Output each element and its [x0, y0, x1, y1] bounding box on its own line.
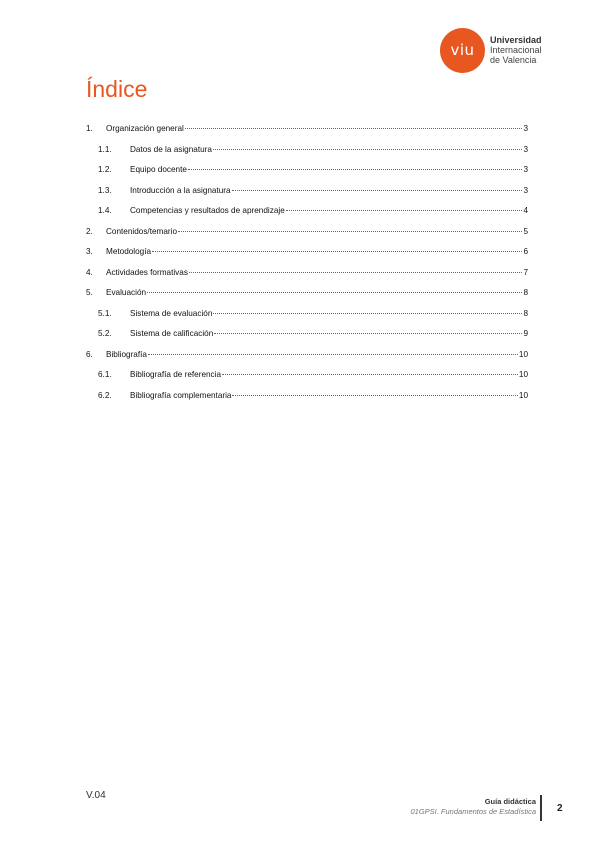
- toc-number: 5.1.: [98, 308, 112, 318]
- toc-number: 6.1.: [98, 370, 112, 379]
- toc-label: Actividades formativas: [106, 267, 188, 277]
- logo-line-3: de Valencia: [490, 55, 537, 65]
- toc-page: 10: [518, 370, 528, 379]
- toc-label: Bibliografía complementaria: [130, 390, 232, 400]
- table-of-contents: [86, 124, 528, 411]
- toc-number: 5.: [86, 288, 93, 297]
- toc-page: 4: [523, 206, 528, 215]
- toc-number: 1.: [86, 124, 93, 133]
- toc-page: 9: [523, 329, 528, 338]
- toc-label: Datos de la asignatura: [130, 144, 212, 154]
- toc-entry[interactable]: [86, 124, 528, 145]
- toc-leader: [213, 149, 523, 150]
- toc-leader: [213, 313, 522, 314]
- toc-leader: [189, 272, 523, 273]
- toc-entry[interactable]: [86, 186, 528, 207]
- toc-leader: [232, 190, 523, 191]
- toc-label: Introducción a la asignatura: [130, 185, 231, 195]
- toc-page: 10: [518, 349, 528, 359]
- toc-label: Bibliografía: [106, 349, 147, 359]
- page-title: Índice: [86, 76, 148, 102]
- footer-subject: 01GPSI. Fundamentos de Estadística: [410, 807, 536, 816]
- toc-number: 4.: [86, 267, 93, 277]
- toc-leader: [222, 374, 518, 375]
- toc-leader: [152, 251, 522, 252]
- toc-entry[interactable]: [86, 391, 528, 412]
- footer-doc-title: Guía didáctica: [484, 797, 536, 806]
- university-logo: [440, 27, 542, 73]
- toc-leader: [188, 169, 523, 170]
- toc-label: Equipo docente: [130, 165, 187, 174]
- toc-entry[interactable]: [86, 227, 528, 248]
- toc-leader: [286, 210, 523, 211]
- toc-label: Bibliografía de referencia: [130, 370, 222, 379]
- toc-page: 8: [523, 308, 528, 318]
- toc-entry[interactable]: [86, 288, 528, 309]
- toc-entry[interactable]: [86, 370, 528, 391]
- version-label: V.04: [86, 790, 106, 801]
- toc-entry[interactable]: [86, 206, 528, 227]
- toc-number: 6.2.: [98, 390, 112, 400]
- toc-number: 1.4.: [98, 206, 112, 215]
- toc-number: 3.: [86, 247, 93, 256]
- toc-page: 3: [523, 144, 528, 154]
- logo-line-1: Universidad: [490, 35, 542, 45]
- toc-entry[interactable]: [86, 247, 528, 268]
- logo-wordmark: [490, 35, 542, 65]
- toc-number: 6.: [86, 349, 93, 359]
- toc-page: 8: [523, 288, 528, 297]
- toc-label: Organización general: [106, 124, 184, 133]
- toc-entry[interactable]: [86, 350, 528, 371]
- toc-page: 5: [523, 226, 528, 236]
- page-number: 2: [557, 803, 563, 814]
- toc-leader: [147, 292, 522, 293]
- toc-page: 3: [523, 124, 528, 133]
- toc-leader: [232, 395, 517, 396]
- toc-entry[interactable]: [86, 329, 528, 350]
- toc-label: Evaluación: [106, 288, 147, 297]
- toc-leader: [178, 231, 522, 232]
- viu-logo-mark: viu: [440, 28, 485, 73]
- toc-page: 10: [518, 390, 528, 400]
- toc-number: 5.2.: [98, 329, 112, 338]
- toc-label: Competencias y resultados de aprendizaje: [130, 206, 285, 215]
- footer-divider: [540, 795, 542, 821]
- toc-leader: [185, 128, 523, 129]
- toc-page: 3: [523, 185, 528, 195]
- toc-label: Sistema de calificación: [130, 329, 214, 338]
- toc-label: Sistema de evaluación: [130, 308, 213, 318]
- toc-page: 6: [523, 247, 528, 256]
- toc-page: 3: [523, 165, 528, 174]
- toc-entry[interactable]: [86, 165, 528, 186]
- toc-leader: [214, 333, 522, 334]
- toc-number: 1.1.: [98, 144, 112, 154]
- toc-leader: [148, 354, 518, 355]
- toc-entry[interactable]: [86, 145, 528, 166]
- toc-entry[interactable]: [86, 268, 528, 289]
- toc-label: Metodología: [106, 247, 152, 256]
- toc-entry[interactable]: [86, 309, 528, 330]
- toc-number: 2.: [86, 226, 93, 236]
- toc-number: 1.3.: [98, 185, 112, 195]
- toc-page: 7: [523, 267, 528, 277]
- logo-line-2: Internacional: [490, 45, 542, 55]
- toc-number: 1.2.: [98, 165, 112, 174]
- toc-label: Contenidos/temario: [106, 226, 177, 236]
- footer-info: [411, 797, 537, 817]
